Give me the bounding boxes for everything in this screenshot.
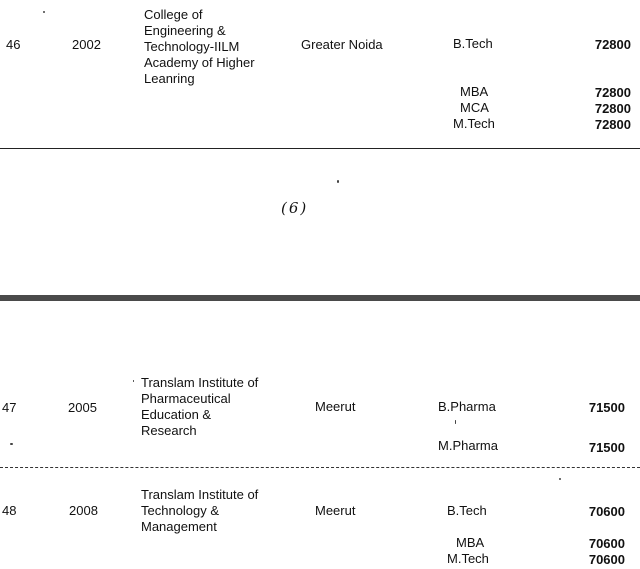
course-fee: 72800: [594, 117, 631, 132]
institution-name: College of Engineering & Technology-IILM Academy of Higher Leanring: [144, 7, 255, 86]
year-established: 2002: [72, 37, 101, 52]
course-fee: 71500: [588, 400, 625, 415]
scan-speck: [455, 420, 456, 424]
course-fee: 72800: [594, 37, 631, 52]
course-fee: 72800: [594, 101, 631, 116]
location: Greater Noida: [301, 37, 383, 52]
year-established: 2008: [69, 503, 98, 518]
serial-number: 47: [2, 400, 17, 415]
course-fee: 70600: [588, 504, 625, 519]
location: Meerut: [315, 399, 356, 414]
page-separator: [0, 295, 640, 301]
scan-speck: [337, 180, 339, 183]
row-divider: [0, 148, 640, 149]
institution-name: Translam Institute of Pharmaceutical Education & Research: [141, 375, 259, 438]
year-established: 2005: [68, 400, 97, 415]
scan-speck: [43, 11, 45, 13]
scan-speck: [133, 380, 134, 382]
scan-speck: [559, 478, 561, 480]
course-name: M.Pharma: [438, 438, 498, 453]
course-name: MCA: [460, 100, 489, 115]
course-name: MBA: [460, 84, 489, 99]
course-fee: 71500: [588, 440, 625, 455]
location: Meerut: [315, 503, 356, 518]
course-name: M.Tech: [447, 551, 489, 566]
serial-number: 46: [6, 37, 21, 52]
row-divider: [0, 467, 640, 468]
course-name: B.Pharma: [438, 399, 496, 414]
course-fee: 70600: [588, 552, 625, 567]
serial-number: 48: [2, 503, 17, 518]
course-fee: 70600: [588, 536, 625, 551]
scan-speck: [10, 443, 13, 445]
course-name: MBA: [456, 535, 485, 550]
course-name: B.Tech: [453, 36, 493, 51]
course-name: M.Tech: [453, 116, 495, 131]
course-fee: 72800: [594, 85, 631, 100]
institution-name: Translam Institute of Technology & Management: [141, 487, 259, 534]
course-name: B.Tech: [447, 503, 487, 518]
page-number-handwritten: (6): [281, 199, 309, 217]
